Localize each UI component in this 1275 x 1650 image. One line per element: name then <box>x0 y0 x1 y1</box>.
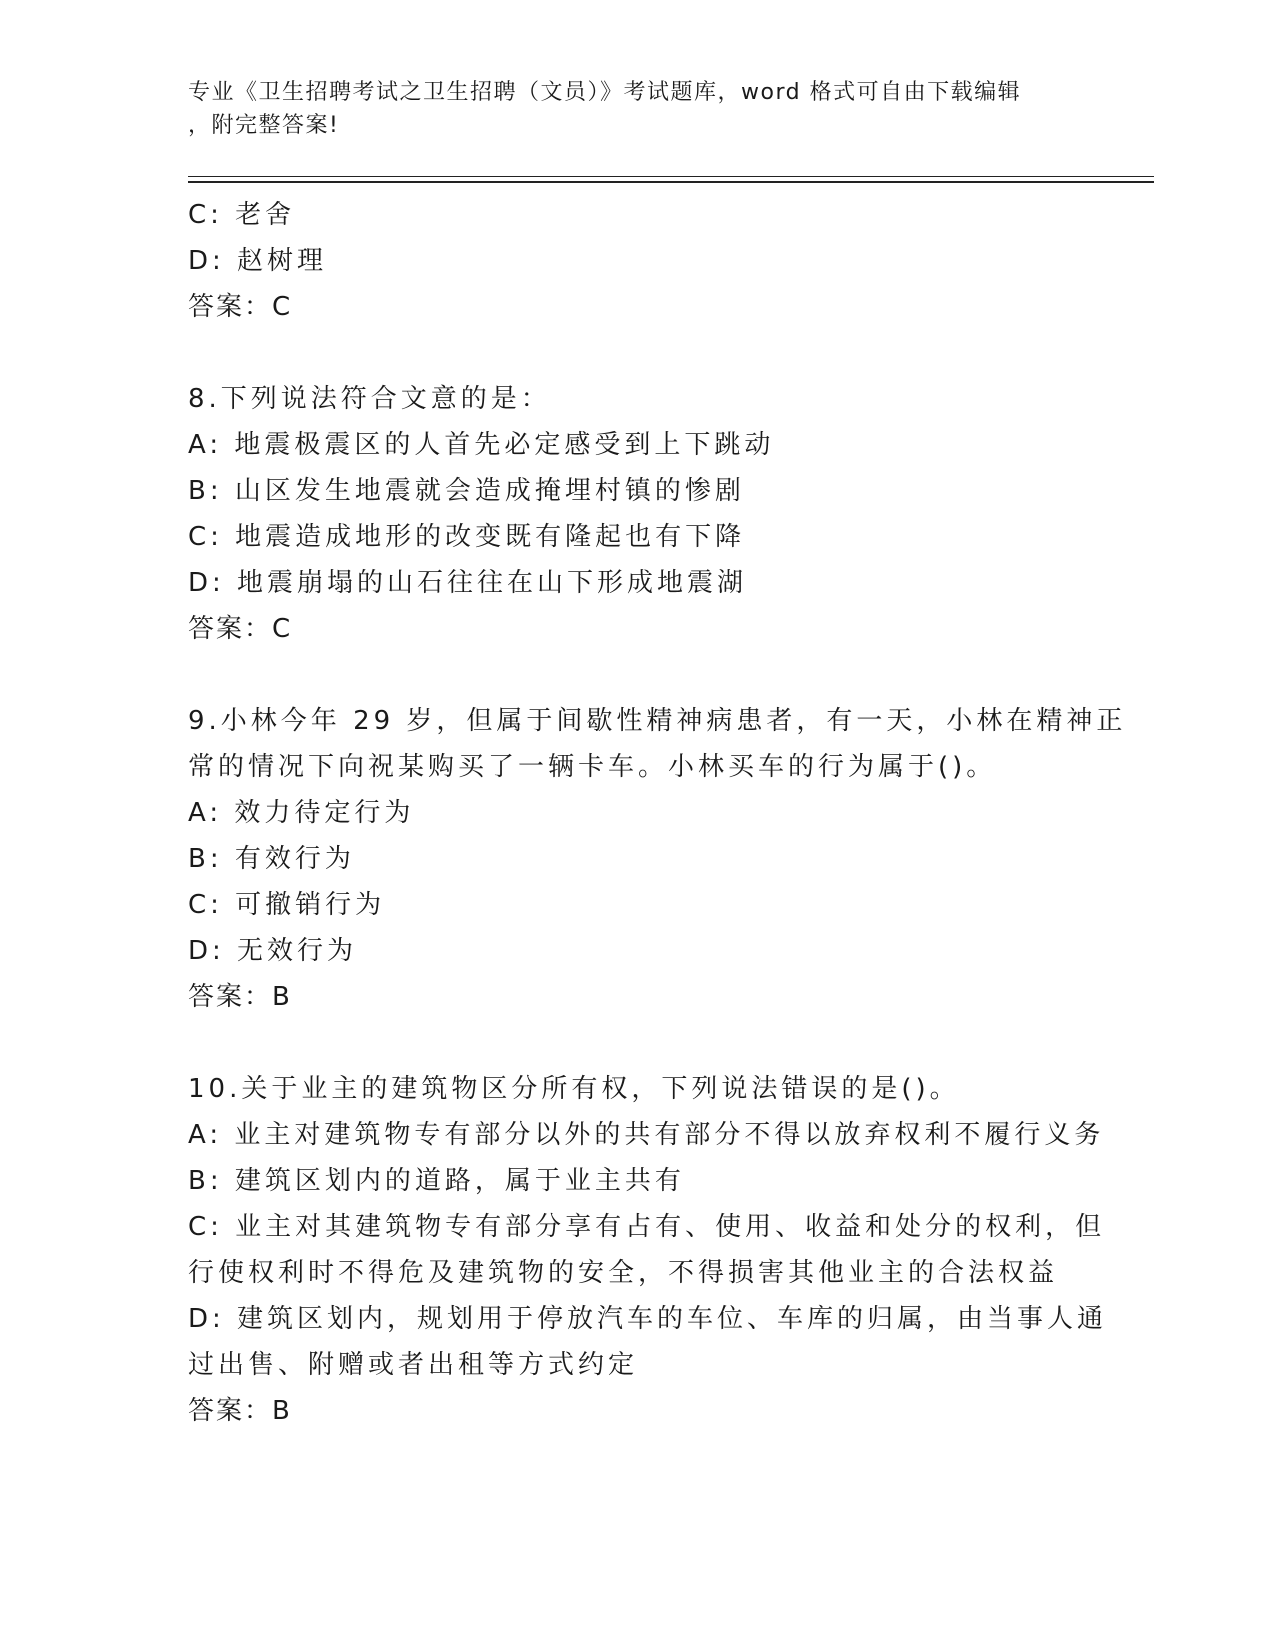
header-line-2: ，附完整答案! <box>188 113 340 138</box>
q7-option-d: D: 赵树理 <box>188 246 328 276</box>
q8-option-b: B: 山区发生地震就会造成掩埋村镇的惨剧 <box>188 476 745 506</box>
spacer <box>188 330 1088 376</box>
q10-option-d-line-1: D: 建筑区划内，规划用于停放汽车的车位、车库的归属，由当事人通 <box>188 1304 1108 1334</box>
question-10-block <box>188 1066 1108 1434</box>
spacer <box>188 652 1088 698</box>
q9-option-c: C: 可撤销行为 <box>188 890 386 920</box>
q9-question-line-2: 常的情况下向祝某购买了一辆卡车。小林买车的行为属于()。 <box>188 752 997 782</box>
q7-option-c: C: 老舍 <box>188 200 296 230</box>
q10-option-a: A: 业主对建筑物专有部分以外的共有部分不得以放弃权利不履行义务 <box>188 1120 1105 1150</box>
q8-option-a: A: 地震极震区的人首先必定感受到上下跳动 <box>188 430 775 460</box>
q9-option-a: A: 效力待定行为 <box>188 798 415 828</box>
q10-question: 10.关于业主的建筑物区分所有权，下列说法错误的是()。 <box>188 1074 960 1104</box>
q8-answer: 答案：C <box>188 614 293 644</box>
q9-answer: 答案：B <box>188 982 292 1012</box>
q10-answer: 答案：B <box>188 1396 292 1426</box>
q10-option-c-line-2: 行使权利时不得危及建筑物的安全，不得损害其他业主的合法权益 <box>188 1258 1059 1288</box>
question-9-block <box>188 698 1127 1020</box>
q10-option-b: B: 建筑区划内的道路，属于业主共有 <box>188 1166 685 1196</box>
q7-answer: 答案：C <box>188 292 293 322</box>
q9-option-d: D: 无效行为 <box>188 936 358 966</box>
document-header <box>188 76 1068 142</box>
header-divider-thin <box>188 176 1154 177</box>
q10-option-c-line-1: C: 业主对其建筑物专有部分享有占有、使用、收益和处分的权利，但 <box>188 1212 1106 1242</box>
q8-option-c: C: 地震造成地形的改变既有隆起也有下降 <box>188 522 746 552</box>
question-7-block <box>188 192 1088 330</box>
q9-option-b: B: 有效行为 <box>188 844 355 874</box>
q8-question: 8.下列说法符合文意的是： <box>188 384 551 414</box>
q10-option-d-line-2: 过出售、附赠或者出租等方式约定 <box>188 1350 639 1380</box>
document-body <box>188 192 1127 1434</box>
question-8-block <box>188 376 1088 652</box>
q8-option-d: D: 地震崩塌的山石往往在山下形成地震湖 <box>188 568 748 598</box>
header-divider-thick <box>188 181 1154 183</box>
spacer <box>188 1020 1088 1066</box>
header-line-1: 专业《卫生招聘考试之卫生招聘（文员）》考试题库，word 格式可自由下载编辑 <box>188 80 1022 105</box>
q9-question-line-1: 9.小林今年 29 岁，但属于间歇性精神病患者，有一天，小林在精神正 <box>188 706 1127 736</box>
